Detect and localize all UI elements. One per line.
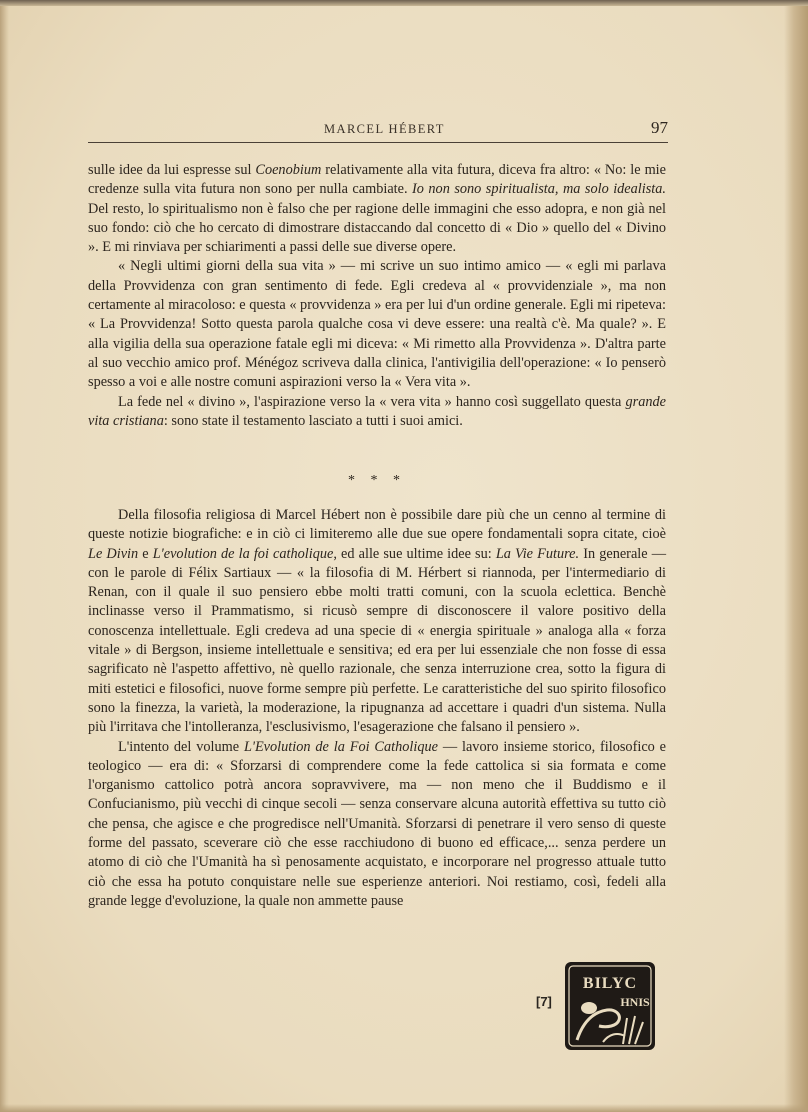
text-block-upper — [88, 161, 666, 431]
paragraph — [88, 161, 666, 257]
text-run: : sono state il testamento lasciato a tutti i suoi amici. — [163, 412, 463, 429]
text-run: sulle idee da lui espresse sul — [88, 162, 256, 178]
page-edge-right — [784, 0, 808, 1112]
text-run: « Negli ultimi giorni della sua vita » — mi scrive un suo intimo amico — « egli mi parlava della Provvidenza con gran sentimento di fede. Egli credeva al « provvidenziale », ma non certamente al miracoloso: e questa « provvidenza » era per lui d'un ordine generale. Egli mi ripeteva: « La Provvidenza! Sotto questa parola qualche cosa vi deve essere: una realtà c'è. Ma quale? ». E alla vigilia della sua operazione fatale egli mi diceva: « Mi rimetto alla Provvidenza ». D'altra parte al suo vecchio amico prof. Ménégoz scriveva dalla clinica, l'antivigilia dell'operazione: « Io penserò spesso a voi e alle nostre comuni aspirazioni verso la « Vera vita ». — [88, 258, 666, 391]
italic-run: Le Divin — [88, 545, 139, 562]
paragraph — [88, 393, 666, 432]
italic-run: L'Evolution de la Foi Catholique — [243, 738, 438, 755]
bilychnis-logo-stamp — [563, 960, 657, 1052]
italic-run: grande vita cristiana — [88, 393, 666, 429]
page-number: 97 — [651, 118, 668, 137]
text-run: Del resto, lo spiritualismo non è falso che per ragione delle immagini che esso adopra, e non già nel suo fondo: ciò che ho cercato di dimostrare distaccando dal concetto di « Dio » quello del « Divino ». E mi rinviava per schiarimenti a passi delle sue diverse opere. — [88, 200, 666, 256]
paragraph — [88, 738, 666, 912]
text-run: , ed alle sue ultime idee su: — [333, 545, 496, 562]
italic-run: L'evolution de la foi catholique — [152, 545, 334, 562]
text-run: La fede nel « divino », l'aspirazione verso la « vera vita » hanno così suggellato questa — [118, 393, 626, 410]
italic-run: Coenobium — [255, 162, 322, 178]
svg-text:HNIS: HNIS — [620, 995, 650, 1009]
page-edge-bottom — [0, 1104, 808, 1112]
running-title: MARCEL HÉBERT — [324, 122, 445, 136]
text-run: In generale — con le parole di Félix Sartiaux — « la filosofia di M. Hérbert si riannoda, per l'intermediario di Renan, con il quale il suo pensiero ebbe molti tratti comuni, con la scuola eclettica. Benchè inclinasse verso il Prammatismo, si ricusò sempre di disconoscere il valore positivo della conoscenza intellettuale. Egli credeva ad una specie di « energia spirituale » analoga alla « forza vitale » di Bergson, insieme intellettuale e sensitiva; ed era per lui essenziale che non fosse di essa sagrificato nè l'aspetto affettivo, nè quello razionale, che senza interruzione crea, sotto la figura di miti estetici e filosofici, nuove forme sempre più perfette. Le caratteristiche del suo spirito filosofico sono la finezza, la varietà, la moderazione, la ripugnanza ad accettare i quadri d'un sistema. Nulla più l'irritava che l'intolleranza, l'esclusivismo, l'esagerazione che falsano il pensiero ». — [88, 545, 667, 736]
text-run: relativamente alla vita futura, diceva fra altro: « No: le mie credenze sulla vita futura non sono per nulla cambiate. — [88, 162, 667, 198]
page-binding-shadow — [0, 0, 9, 1112]
page-edge-top — [0, 0, 808, 6]
section-separator: * * * — [348, 473, 406, 488]
text-run: — lavoro insieme storico, filosofico e teologico — era di: « Sforzarsi di comprendere come la fede cattolica si sia formata e come l'organismo cattolico potrà ancora sopravvivere, ma — non meno che il Buddismo e il Confucianismo, più vecchi di cinque secoli — senza conservare alcuna autorità effettiva su tutto ciò che pensa, che agisce e che progredisce nell'Umanità. Sforzarsi di penetrare il vero senso di queste forme del passato, sceverare ciò che esse racchiudono di buono ed efficace,... senza perdere un atomo di ciò che l'Umanità ha sì penosamente acquistato, e incorporare nel progresso attuale tutto ciò che essa ha potuto conquistare nelle sue esperienze anteriori. Noi restiamo, così, fedeli alla grande legge d'evoluzione, la quale non ammette pause — [88, 738, 667, 909]
text-run: Della filosofia religiosa di Marcel Hébert non è possibile dare più che un cenno al termine di queste notizie biografiche: e in ciò ci limiteremo alle due sue opere fondamentali sopra citate, cioè — [88, 507, 666, 543]
signature-mark: [7] — [536, 994, 552, 1009]
text-run: e — [138, 545, 153, 562]
header-rule — [88, 142, 668, 143]
running-header — [88, 120, 668, 144]
text-block-lower — [88, 506, 666, 911]
italic-run: La Vie Future. — [495, 545, 580, 562]
text-run: L'intento del volume — [118, 738, 244, 755]
svg-text:BILYC: BILYC — [582, 975, 638, 992]
paragraph — [88, 506, 666, 738]
paragraph — [88, 257, 666, 392]
italic-run: Io non sono spiritualista, ma solo idealista. — [412, 181, 667, 198]
